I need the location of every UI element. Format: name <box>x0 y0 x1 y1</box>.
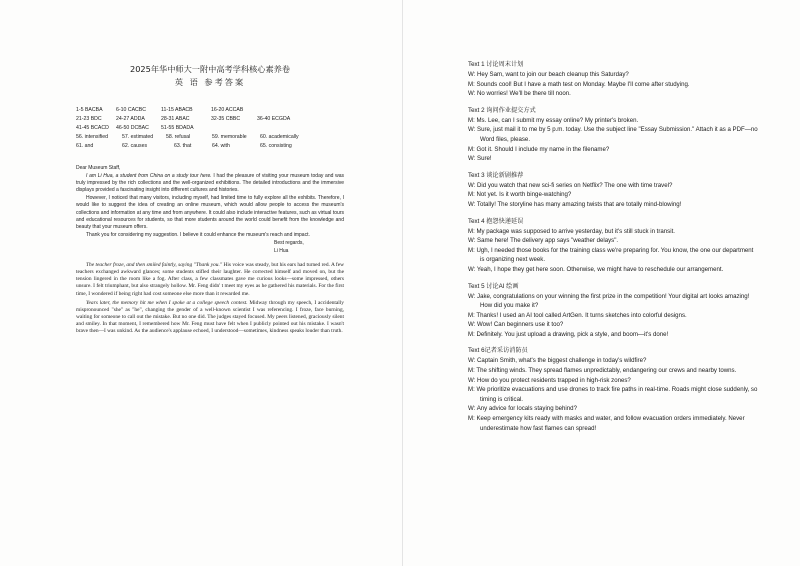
answer-group: 46-50 DCBAC <box>116 125 149 131</box>
dialogue-line: M: Thanks! I used an AI tool called ArtGen. It turns sketches into colorful designs. <box>468 311 687 319</box>
answer-key <box>76 106 344 151</box>
dialogue-line: W: Jake, congratulations on your winning the first prize in the competition! Your digital art looks amazing! How did you make it? <box>468 292 750 310</box>
section-title: Text 2 询问作业提交方式 <box>468 106 536 114</box>
section-title: Text 3 谈论新剧推荐 <box>468 171 524 179</box>
dialogue-line: W: Did you watch that new sci-fi series on Netflix? The one with time travel? <box>468 181 673 189</box>
answer-row <box>76 115 344 124</box>
dialogue-line: M: We prioritize evacuations and use drones to track fire paths in real-time. Roads might close suddenly, so timing is critical. <box>468 386 758 403</box>
letter-paragraph: However, I noticed that many visitors, including myself, had limited time to fully explore all the exhibits. Therefore, I would like to suggest the idea of creating an online museum, which would allow people to access the museum's collections and information at any time and from anywhere. It could also include interactive features, such as virtual tours and educational resources for students, so that more students around the world could benefit from the knowledge and beauty that your museum offers. <box>76 195 344 230</box>
dialogue-line: W: Totally! The storyline has many amazing twists that are totally mind-blowing! <box>468 200 682 208</box>
answer-group: 11-15 ABACB <box>161 107 193 113</box>
right-column <box>468 60 758 440</box>
story-paragraph <box>76 262 344 297</box>
dialogue-line: W: Sure, just mail it to me by 5 p.m. today. Use the subject line "Essay Submission." Attach it as a PDF—no Word files, please. <box>468 126 758 143</box>
section-title: Text 1 讨论周末计划 <box>468 61 524 68</box>
letter-paragraph: Thank you for considering my suggestion. I believe it could enhance the museum's reach and impact. <box>86 231 310 238</box>
answer-group: 36-40 ECGDA <box>257 116 291 122</box>
dialogue-line: M: Ms. Lee, can I submit my essay online? My printer's broken. <box>468 116 639 124</box>
answer-row <box>76 106 344 115</box>
answer-group: 58. refusal <box>166 134 191 140</box>
answer-group: 6-10 CACBC <box>116 107 146 113</box>
answer-group: 56. intensified <box>76 134 109 140</box>
story-text: His voice was steady, but his ears had turned red. A few teachers exchanged awkward glances; some students stifled their laughter. He corrected himself and moved on, but the tension lingered in the room like a fog. After class, a few classmates gave me curious looks—some impressed, others unsure. I felt triumphant, but also strangely hollow. Mr. Feng didn' t meet my eyes as he gathered his materials. For the first time, I wondered if being right had cost someone else more than it rewarded me. <box>76 262 345 297</box>
dialogue-line: W: No worries! We'll be there till noon. <box>468 90 571 98</box>
letter-greeting: Dear Museum Staff, <box>76 165 121 171</box>
listening-text-4 <box>468 217 758 275</box>
dialogue-line: M: My package was supposed to arrive yesterday, but it's still stuck in transit. <box>468 227 675 235</box>
left-column <box>76 64 344 337</box>
listening-text-1 <box>468 60 758 99</box>
answer-group: 60. academically <box>260 134 299 140</box>
answer-group: 62. causes <box>122 143 148 149</box>
answer-row <box>76 142 344 151</box>
dialogue-line: W: Yeah, I hope they get here soon. Otherwise, we might have to reschedule our arrangement. <box>468 265 724 273</box>
answer-group: 64. with <box>212 143 230 149</box>
dialogue-line: M: Definitely. You just upload a drawing, pick a style, and boom—it's done! <box>468 330 669 338</box>
dialogue-line: M: Got it. Should I include my name in the filename? <box>468 145 610 153</box>
story-intro: The teacher froze, and then smiled faintly, saying "Thank you." <box>86 262 223 269</box>
listening-text-5 <box>468 282 758 340</box>
answer-group: 65. consisting <box>260 143 292 149</box>
answer-group: 63. that <box>174 143 192 149</box>
listening-text-2 <box>468 106 758 164</box>
sample-continuation <box>76 262 344 335</box>
section-title: Text 4 抱怨快递延误 <box>468 217 524 225</box>
answer-group: 61. and <box>76 143 94 149</box>
dialogue-line: M: Not yet. Is it worth binge-watching? <box>468 191 572 199</box>
story-intro: Years later, the memory hit me when I spoke at a college speech contest. <box>86 299 248 306</box>
dialogue-line: W: How do you protect residents trapped in high-risk zones? <box>468 376 631 384</box>
dialogue-line: M: Keep emergency kits ready with masks and water, and follow evacuation orders immediately. Never underestimate how fast flames can spread! <box>468 415 745 432</box>
story-text: Midway through my speech, I accidentally mispronounced "she" as "he", changing the gender of a well-known scientist I was referencing. I froze, face burning, waiting for someone to call out the mistake. But no one did. The judges stayed focused. My peers listened, graciously silent and smiley. In that moment, I remembered how Mr. Feng must have felt when I publicly pointed out his mistake. I wasn't brave then—I was unkind. As the audience's applause echoed, I understood—sometimes, kindness speaks louder than truth. <box>76 299 344 334</box>
listening-text-3 <box>468 171 758 210</box>
section-title: Text 6记者采访消防员 <box>468 347 528 355</box>
dialogue-line: M: Ugh, I needed those books for the training class we're preparing for. You know, the one our department is organizing next week. <box>468 246 754 264</box>
answer-group: 24-27 ADDA <box>116 116 145 122</box>
answer-group: 41-45 BCACD <box>76 125 109 131</box>
answer-group: 16-20 ACCAB <box>211 107 244 113</box>
answer-group: 1-5 BACBA <box>76 107 103 113</box>
letter-text: I had the pleasure of visiting your museum today and was truly impressed by the rich collections and the well-organized exhibitions. The detailed introductions and the immersive displays provided a fascinating insight into different cultures and histories. <box>76 173 344 194</box>
letter-closing: Best regards, <box>274 239 304 246</box>
sample-letter <box>76 165 344 255</box>
answer-group: 51-55 BDADA <box>161 125 194 131</box>
answer-group: 32-35 CBBC <box>211 116 241 122</box>
dialogue-line: W: Wow! Can beginners use it too? <box>468 321 564 329</box>
letter-paragraph <box>76 173 344 194</box>
dialogue-line: W: Captain Smith, what's the biggest challenge in today's wildfire? <box>468 357 647 365</box>
letter-signature: Li Hua <box>274 248 289 255</box>
page-title: 2025年华中师大一附中高考学科核心素养卷 <box>129 64 291 74</box>
answer-row <box>76 124 344 133</box>
dialogue-line: M: The shifting winds. They spread flames unpredictably, endangering our crews and nearby towns. <box>468 367 737 375</box>
dialogue-line: W: Any advice for locals staying behind? <box>468 405 577 413</box>
story-paragraph <box>76 300 344 335</box>
answer-group: 57. estimated <box>122 134 154 140</box>
dialogue-line: W: Hey Sam, want to join our beach cleanup this Saturday? <box>468 71 629 78</box>
letter-intro: I am Li Hua, a student from China on a study tour here. <box>86 173 212 180</box>
dialogue-line: W: Sure! <box>468 155 492 163</box>
page-subtitle: 英 语 参考答案 <box>174 77 246 87</box>
answer-group: 28-31 ABAC <box>161 116 190 122</box>
dialogue-line: W: Same here! The delivery app says "weather delays". <box>468 237 619 245</box>
section-title: Text 5 讨论AI 绘画 <box>468 282 519 290</box>
dialogue-line: M: Sounds cool! But I have a math test on Monday. Maybe I'll come after studying. <box>468 80 690 88</box>
listening-text-6 <box>468 346 758 433</box>
answer-row <box>76 133 344 142</box>
answer-group: 21-23 BDC <box>76 116 102 122</box>
page-fold-divider <box>402 0 403 566</box>
answer-group: 59. memorable <box>212 134 247 140</box>
